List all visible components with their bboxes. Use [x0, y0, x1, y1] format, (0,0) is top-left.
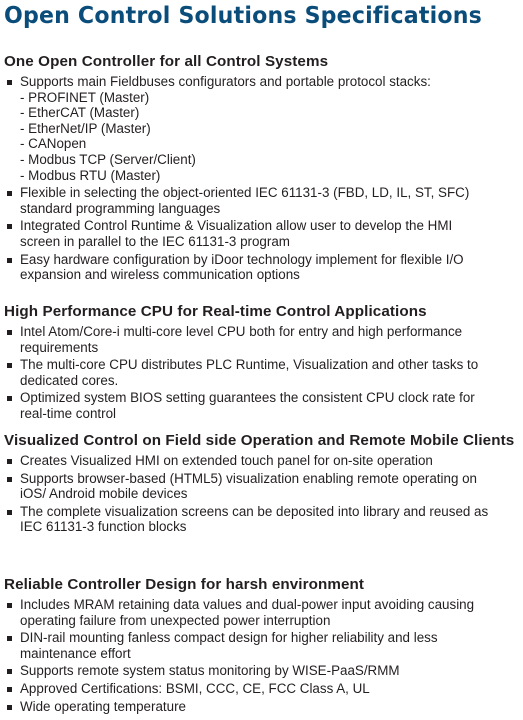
list-item-text: Supports remote system status monitoring by WISE-PaaS/RMM: [20, 663, 400, 679]
square-bullet-icon: [7, 363, 12, 368]
protocol-sublist: [20, 90, 490, 184]
square-bullet-icon: [7, 258, 12, 263]
list-item-text: The multi-core CPU distributes PLC Runtime, Visualization and other tasks to dedicated cores.: [20, 357, 479, 388]
list-item-text: Wide operating temperature: [20, 698, 186, 714]
sublist-item: - EtherCAT (Master): [20, 105, 140, 121]
list-item-text: Supports main Fieldbuses configurators and portable protocol stacks:: [20, 74, 431, 89]
list-item-text: Includes MRAM retaining data values and dual-power input avoiding causing operating failure from unexpected power interruption: [20, 597, 475, 628]
list-item-text: Optimized system BIOS setting guarantees the consistent CPU clock rate for real-time control: [20, 390, 475, 421]
section-visualized-control: [4, 431, 516, 537]
list-item: [4, 390, 490, 421]
list-item-text: Integrated Control Runtime & Visualization allow user to develop the HMI screen in parallel to the IEC 61131-3 program: [20, 218, 453, 249]
sublist-item: - Modbus TCP (Server/Client): [20, 151, 196, 167]
sublist-item: - PROFINET (Master): [20, 89, 150, 105]
list-item: [4, 185, 490, 216]
sublist-item: - CANopen: [20, 136, 87, 152]
section-heading: One Open Controller for all Control Systems: [4, 53, 329, 70]
bullet-list: [4, 597, 516, 714]
bullet-list: [4, 74, 516, 283]
list-item-text: Creates Visualized HMI on extended touch panel for on-site operation: [20, 453, 433, 468]
list-item-text: Supports browser-based (HTML5) visualization enabling remote operating on iOS/ Android mobile devices: [20, 470, 478, 502]
list-item: [4, 74, 490, 183]
section-heading: High Performance CPU for Real-time Control Applications: [4, 303, 427, 320]
sublist-item: - Modbus RTU (Master): [20, 167, 161, 183]
square-bullet-icon: [7, 603, 12, 608]
square-bullet-icon: [7, 459, 12, 464]
list-item-text: Flexible in selecting the object-oriented IEC 61131-3 (FBD, LD, IL, ST, SFC) standard programming languages: [20, 185, 470, 216]
list-item: [4, 218, 490, 249]
square-bullet-icon: [7, 396, 12, 401]
bullet-list: [4, 453, 516, 535]
list-item-text: Easy hardware configuration by iDoor technology implement for flexible I/O expansion and wireless communication options: [20, 251, 464, 283]
list-item: [4, 597, 490, 628]
list-item: [4, 252, 490, 283]
list-item: [4, 681, 490, 697]
square-bullet-icon: [7, 477, 12, 482]
list-item: [4, 630, 490, 661]
square-bullet-icon: [7, 636, 12, 641]
square-bullet-icon: [7, 510, 12, 515]
section-high-performance-cpu: [4, 302, 516, 424]
square-bullet-icon: [7, 80, 12, 85]
section-heading: Reliable Controller Design for harsh environment: [4, 576, 365, 593]
section-open-controller: [4, 52, 516, 285]
sublist-item: - EtherNet/IP (Master): [20, 120, 151, 136]
list-item-text: Approved Certifications: BSMI, CCC, CE, FCC Class A, UL: [20, 680, 370, 696]
square-bullet-icon: [7, 687, 12, 692]
list-item-text: The complete visualization screens can be deposited into library and reused as IEC 61131-3 function blocks: [20, 503, 489, 535]
list-item: [4, 357, 490, 388]
list-item: [4, 471, 490, 502]
square-bullet-icon: [7, 224, 12, 229]
list-item: [4, 699, 490, 715]
list-item: [4, 663, 490, 679]
page-title: Open Control Solutions Specifications: [4, 1, 482, 29]
square-bullet-icon: [7, 669, 12, 674]
bullet-list: [4, 324, 516, 422]
list-item: [4, 453, 490, 469]
list-item-text: Intel Atom/Core-i multi-core level CPU both for entry and high performance requirements: [20, 324, 463, 355]
section-heading: Visualized Control on Field side Operation and Remote Mobile Clients: [4, 432, 515, 449]
list-item-text: DIN-rail mounting fanless compact design for higher reliability and less maintenance effort: [20, 630, 438, 661]
square-bullet-icon: [7, 191, 12, 196]
list-item: [4, 504, 490, 535]
section-reliable-design: [4, 575, 516, 716]
square-bullet-icon: [7, 705, 12, 710]
square-bullet-icon: [7, 330, 12, 335]
list-item: [4, 324, 490, 355]
